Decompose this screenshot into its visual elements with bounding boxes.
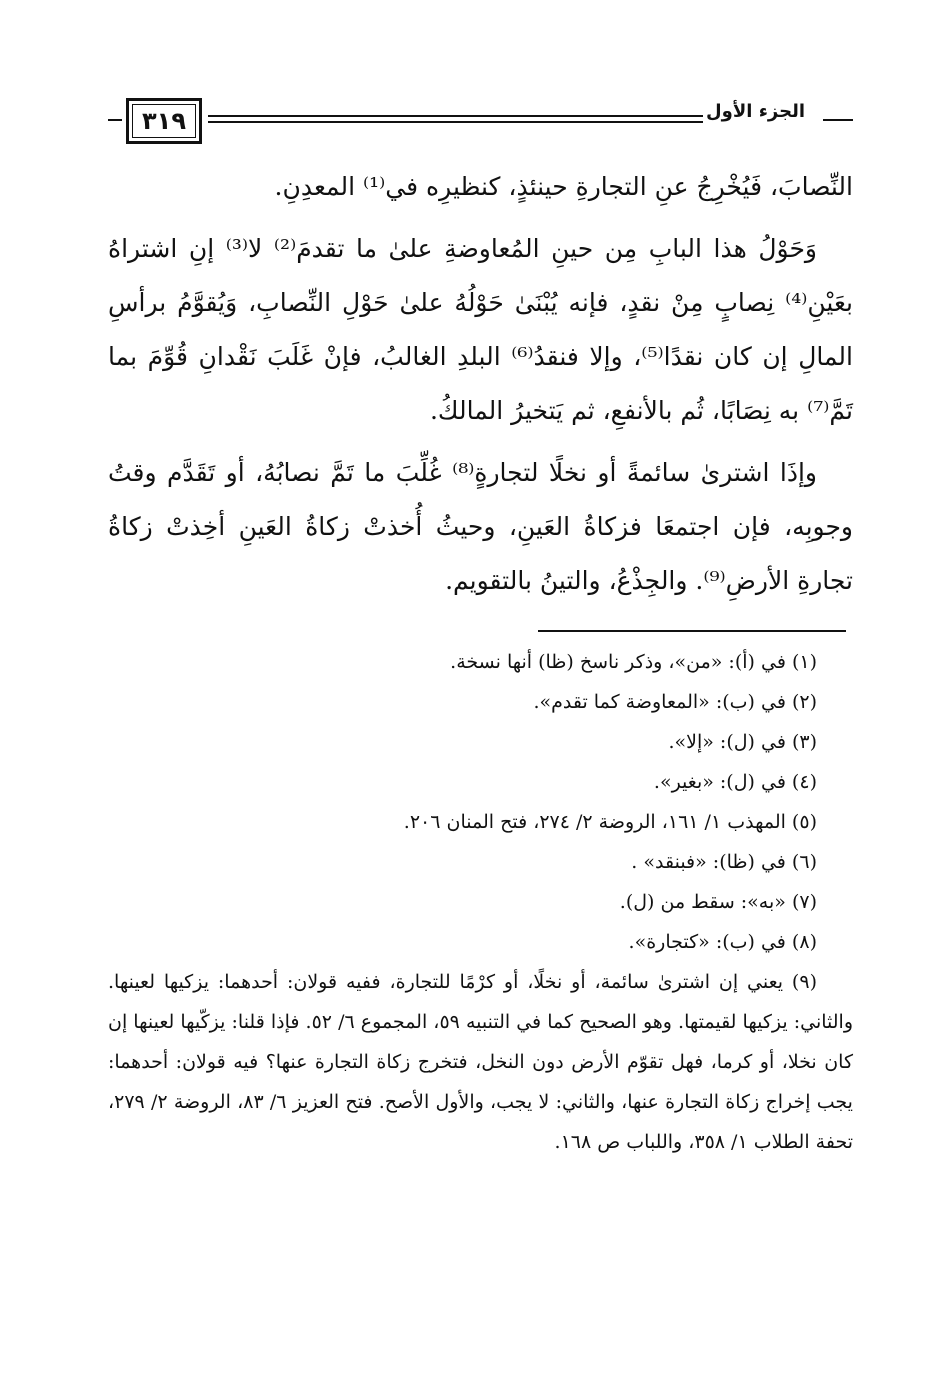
footnote: (٧) «به»: سقط من (ل). bbox=[619, 891, 817, 913]
page-number: ٣١٩ bbox=[132, 104, 196, 138]
footnote: (٢) في (ب): «المعاوضة كما تقدم». bbox=[533, 691, 817, 713]
footnote: (٨) في (ب): «كتجارة». bbox=[628, 931, 817, 953]
paragraph: وَحَوْلُ هذا البابِ مِن حينِ المُعاوضةِ علىٰ ما تقدمَ⁽²⁾ لا⁽³⁾ إنِ اشتراهُ بعَيْنِ⁽⁴⁾ نِصابٍ مِنْ نقدٍ، فإنه يُبْنَىٰ حَوْلُهُ علىٰ حَوْلِ النِّصابِ، وَيُقوَّمُ برأسِ المالِ إن كان نقدًا⁽⁵⁾، وإلا فنقدُ⁽⁶⁾ البلدِ الغالبُ، فإنْ غَلَبَ نَقْدانِ قُوِّمَ بما تَمَّ⁽⁷⁾ به نِصَابًا، ثُم بالأنفعِ، ثم يَتخيرُ المالكُ. bbox=[108, 234, 853, 425]
footnote: (٣) في (ل): «إلا». bbox=[668, 731, 817, 753]
header-rule-right bbox=[823, 119, 853, 121]
header-rule-left bbox=[108, 119, 122, 121]
header-rule bbox=[208, 115, 703, 117]
paragraph: النِّصابَ، فَيُخْرِجُ عنِ التجارةِ حينئذٍ، كنظيرِه في⁽¹⁾ المعدِنِ. bbox=[274, 172, 853, 201]
running-head: الجزء الأول bbox=[706, 101, 805, 122]
footnotes bbox=[108, 642, 853, 1162]
footnote: (٥) المهذب ١/ ١٦١، الروضة ٢/ ٢٧٤، فتح المنان ٢٠٦. bbox=[403, 811, 817, 833]
page-header bbox=[108, 92, 853, 156]
page-number-frame bbox=[126, 98, 202, 144]
paragraph: وإذَا اشترىٰ سائمةً أو نخلًا لتجارةٍ⁽⁸⁾ غُلِّبَ ما تَمَّ نصابُهُ، أو تَقَدَّم وقتُ وجوبِه، فإن اجتمعَا فزكاةُ العَينِ، وحيثُ أُخذتْ زكاةُ العَينِ أخِذتْ زكاةُ تجارةِ الأرضِ⁽⁹⁾. والجِذْعُ، والتينُ بالتقويم. bbox=[108, 458, 853, 595]
footnote: (٤) في (ل): «بغير». bbox=[653, 771, 817, 793]
footnote: (٩) يعني إن اشترىٰ سائمة، أو نخلًا، أو كرْمًا للتجارة، ففيه قولان: أحدهما: يزكيها لعينها. والثاني: يزكيها لقيمتها. وهو الصحيح كما في التنبيه ٥٩، المجموع ٦/ ٥٢. فإذا قلنا: يزكّيها لعينها إن كان نخلا، أو كرما، فهل تقوّم الأرض دون النخل، فتخرج زكاة التجارة عنها؟ فيه قولان: أحدهما: يجب إخراج زكاة التجارة عنها، والثاني: لا يجب، والأول الأصح. فتح العزيز ٦/ ٨٣، الروضة ٢/ ٢٧٩، تحفة الطلاب ١/ ٣٥٨، واللباب ص ١٦٨. bbox=[108, 971, 853, 1153]
header-rule bbox=[208, 121, 703, 123]
footnote: (٦) في (ظا): «فبنقد» . bbox=[631, 851, 817, 873]
footnote: (١) في (أ): «من»، وذكر ناسخ (ظا) أنها نسخة. bbox=[450, 651, 817, 673]
main-text bbox=[108, 160, 853, 616]
footnote-separator bbox=[538, 630, 846, 632]
